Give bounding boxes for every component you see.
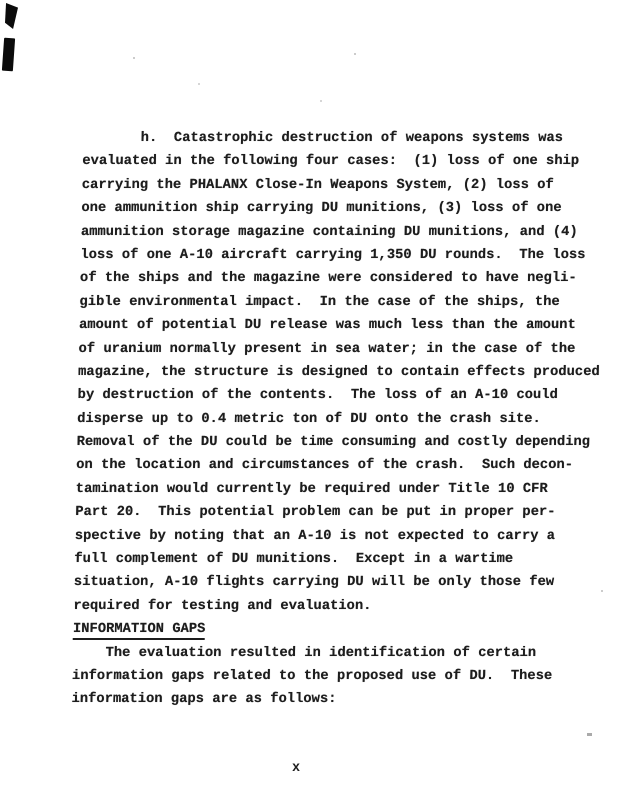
scan-speck [601,590,603,592]
scan-artifact-corner-mark [5,3,18,29]
text-line: amount of potential DU release was much less than the amount [78,318,576,334]
text-line: required for testing and evaluation. [73,598,372,614]
text-line: Part 20. This potential problem can be put in proper per- [75,505,556,521]
scan-speck [133,57,135,59]
text-line: magazine, the structure is designed to contain effects produced [77,364,600,380]
body-text [71,127,604,712]
text-line: tamination would currently be required under Title 10 CFR [75,481,548,497]
text-line: full complement of DU munitions. Except in a wartime [74,552,514,568]
text-line: carrying the PHALANX Close-In Weapons System, (2) loss of [81,177,554,193]
scan-speck [587,733,592,736]
section-heading [73,618,595,641]
text-line: evaluated in the following four cases: (1) loss of one ship [82,154,580,170]
scan-speck [198,83,200,85]
text-line: ammunition storage magazine containing DU munitions, and (4) [80,224,578,240]
text-line: of the ships and the magazine were considered to have negli- [79,271,577,287]
text-line: on the location and circumstances of the crash. Such decon- [76,458,574,474]
page-number: x [292,761,301,776]
scan-artifact-edge-bar [2,38,15,72]
text-line: information gaps are as follows: [71,692,337,708]
text-line: The evaluation resulted in identification of certain [72,645,537,661]
scan-speck [354,53,356,55]
text-line: gible environmental impact. In the case of the ships, the [79,294,560,310]
text-line: loss of one A-10 aircraft carrying 1,350 DU rounds. The loss [80,247,586,263]
section-heading-text: INFORMATION GAPS [73,621,206,640]
text-line: one ammunition ship carrying DU munitions, (3) loss of one [81,201,562,217]
scan-speck [320,100,322,102]
text-line: of uranium normally present in sea water; in the case of the [78,341,576,357]
text-line: h. Catastrophic destruction of weapons systems was [82,131,564,146]
text-line: information gaps related to the proposed use of DU. These [71,668,553,684]
text-line: spective by noting that an A-10 is not expected to carry a [74,528,556,544]
text-line: situation, A-10 flights carrying DU will be only those few [73,575,555,591]
text-line: Removal of the DU could be time consuming and costly depending [76,435,591,451]
text-line: disperse up to 0.4 metric ton of DU onto the crash site. [76,411,541,427]
text-line: by destruction of the contents. The loss of an A-10 could [77,388,558,404]
